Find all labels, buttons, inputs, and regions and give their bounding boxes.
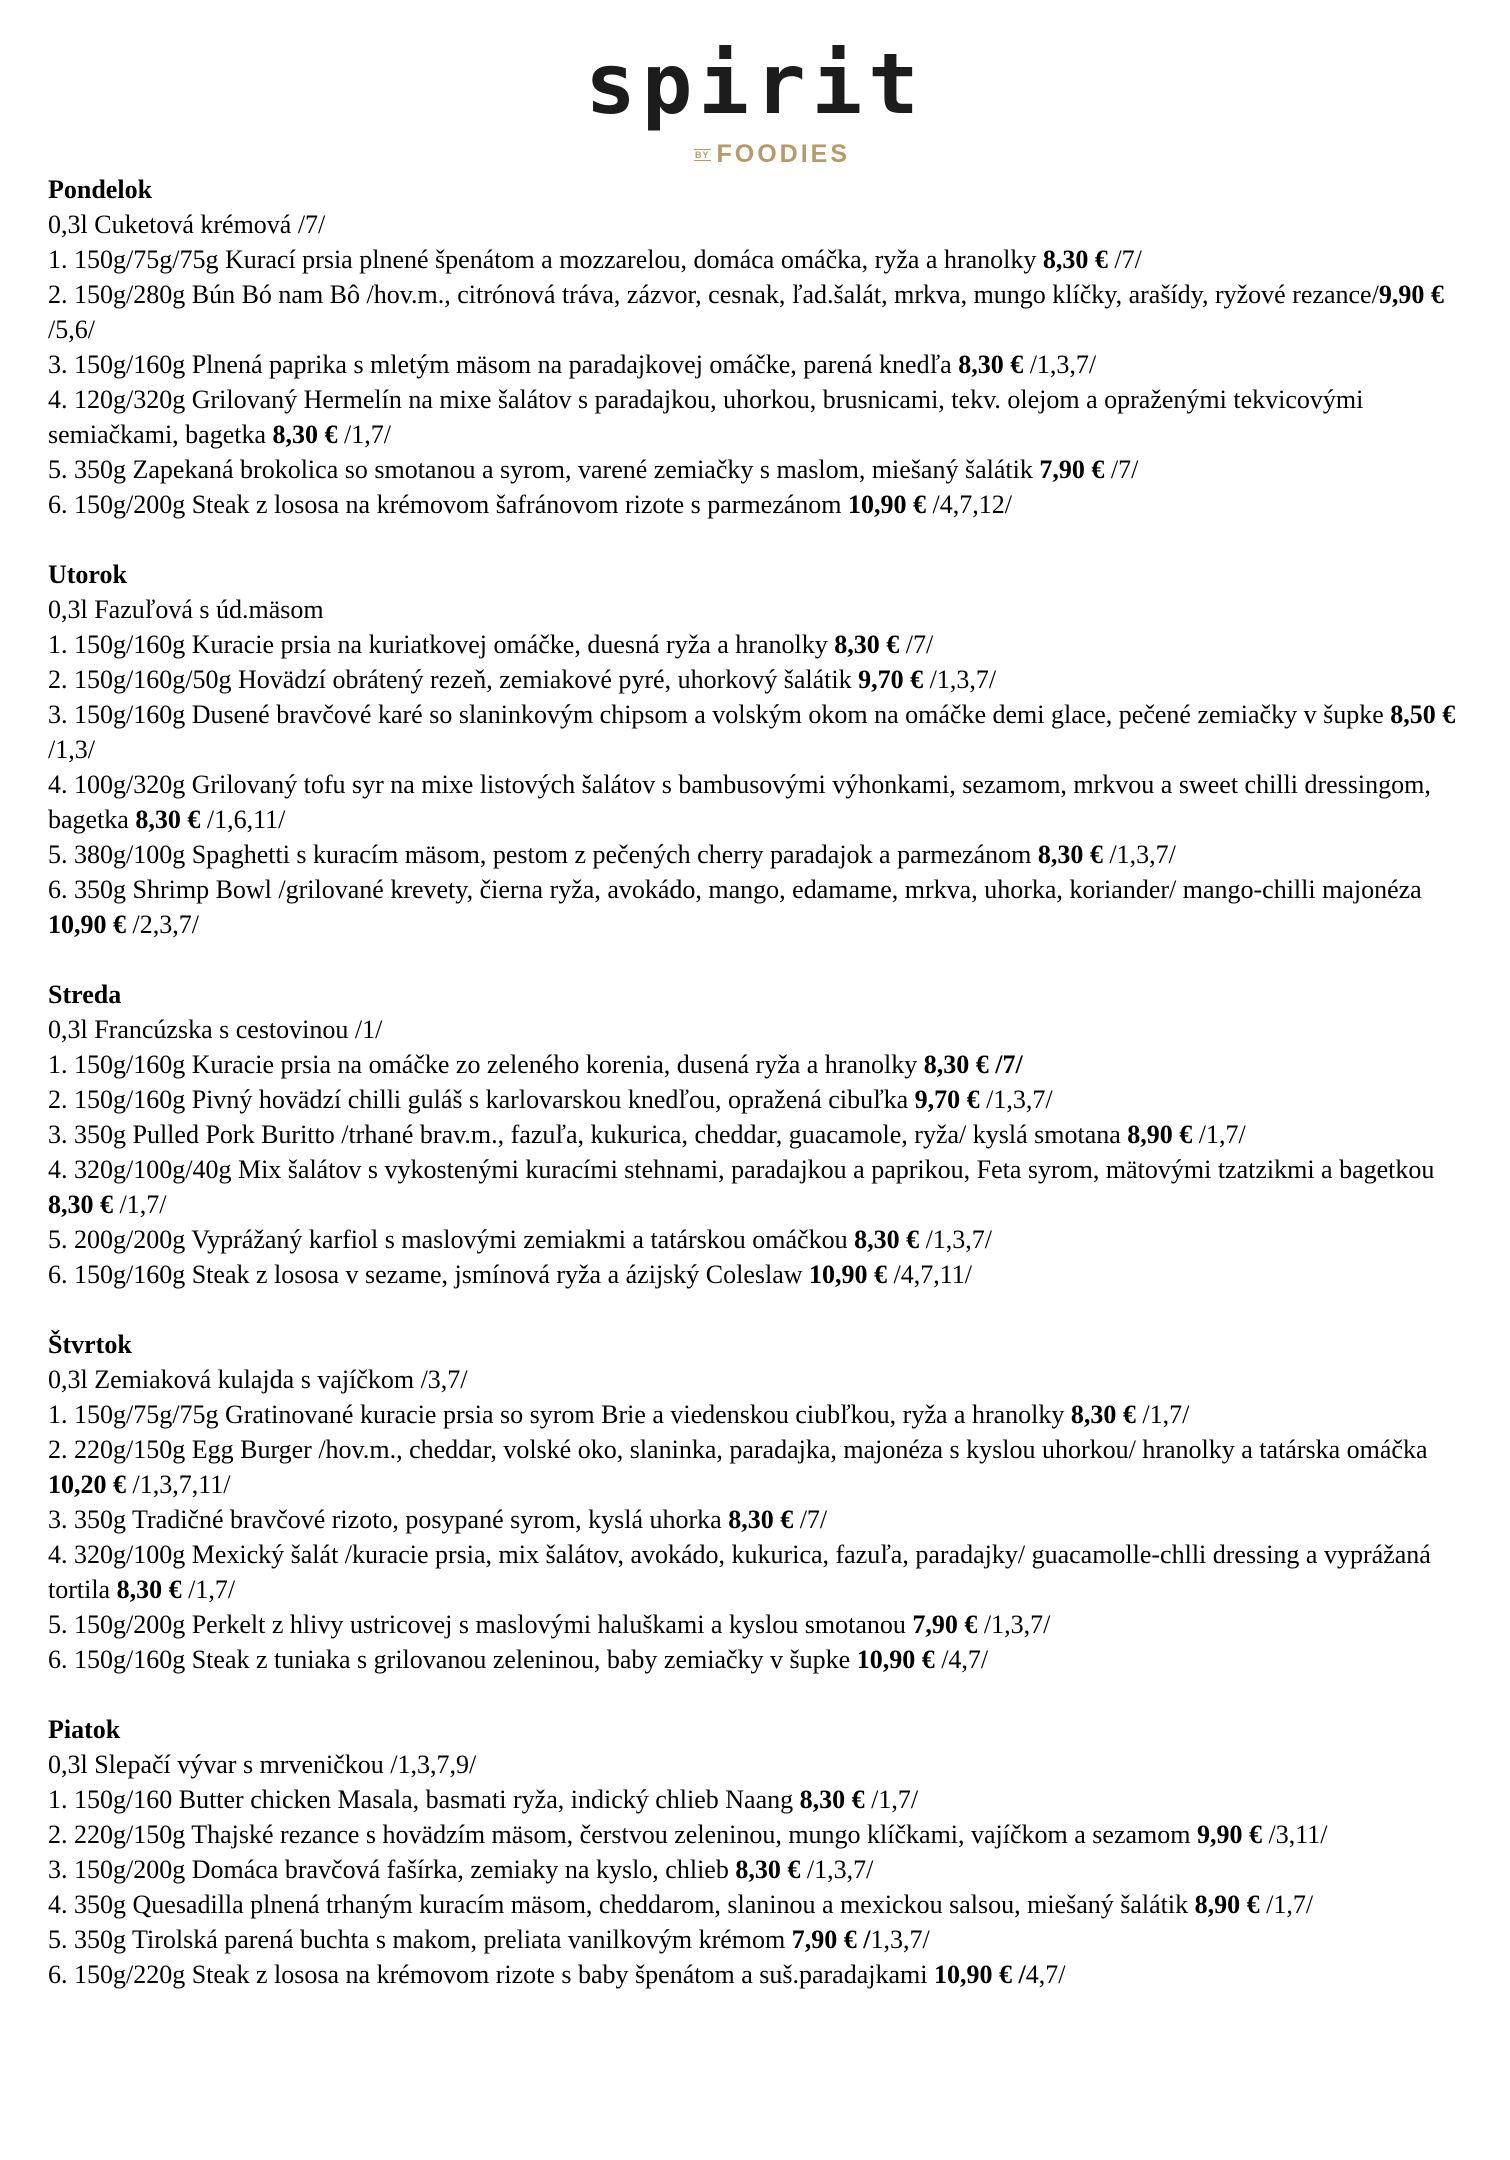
item-allergens: /7/ [1107, 245, 1142, 274]
item-price: 10,90 € / [933, 1960, 1026, 1989]
menu-item [48, 1537, 1478, 1607]
item-price: 8,30 € [1037, 840, 1103, 869]
item-price: 9,70 € [914, 1085, 980, 1114]
menu-item [48, 1607, 1478, 1642]
item-allergens: /1,7/ [337, 420, 391, 449]
logo-by: BY [694, 149, 710, 160]
menu-item [48, 1082, 1478, 1117]
item-price: 7,90 € / [791, 1925, 871, 1954]
item-allergens: /1,7/ [864, 1785, 919, 1814]
item-allergens: /1,3,7/ [800, 1855, 874, 1884]
item-allergens: /1,7/ [1135, 1400, 1190, 1429]
item-price: 8,30 € [272, 420, 338, 449]
item-description: 5. 200g/200g Vyprážaný karfiol s maslovými zemiakmi a tatárskou omáčkou [48, 1225, 855, 1254]
item-allergens: /1,6,11/ [200, 805, 286, 834]
menu-item [48, 662, 1478, 697]
item-price: 10,90 € [848, 490, 927, 519]
menu-item [48, 627, 1478, 662]
item-price: 8,90 € [1194, 1890, 1260, 1919]
weekly-menu [48, 172, 1478, 2027]
item-price: 8,50 € [1390, 700, 1456, 729]
item-allergens: /1,7/ [1192, 1120, 1246, 1149]
item-price: 10,20 € [48, 1470, 126, 1499]
day-section [48, 172, 1478, 522]
item-allergens: /1,3,7/ [919, 1225, 993, 1254]
item-description: 1. 150g/160g Kuracie prsia na omáčke zo zeleného korenia, dusená ryža a hranolky [48, 1050, 924, 1079]
item-description: 5. 150g/200g Perkelt z hlivy ustricovej s maslovými haluškami a kyslou smotanou [48, 1610, 913, 1639]
item-allergens: /1,3,7/ [979, 1085, 1053, 1114]
soup-item [48, 1012, 1478, 1047]
item-description: 1. 150g/160g Kuracie prsia na kuriatkovej omáčke, duesná ryža a hranolky [48, 630, 835, 659]
menu-item [48, 1887, 1478, 1922]
item-allergens: /1,3,7,11/ [126, 1470, 231, 1499]
item-price: 8,30 € [834, 630, 900, 659]
item-price: 9,70 € [858, 665, 924, 694]
menu-item [48, 1817, 1478, 1852]
item-description: 1. 150g/75g/75g Gratinované kuracie prsia so syrom Brie a viedenskou ciubľkou, ryža a hranolky [48, 1400, 1071, 1429]
menu-item [48, 1222, 1478, 1257]
item-price: 7,90 € [1039, 455, 1105, 484]
item-allergens: /7/ [793, 1505, 828, 1534]
item-allergens: /1,7/ [181, 1575, 236, 1604]
menu-item [48, 1957, 1478, 1992]
menu-item [48, 697, 1478, 767]
item-description: 6. 150g/160g Steak z tuniaka s grilovanou zeleninou, baby zemiačky v šupke [48, 1645, 857, 1674]
menu-item [48, 1922, 1478, 1957]
item-description: 6. 150g/200g Steak z lososa na krémovom šafránovom rizote s parmezánom [48, 490, 849, 519]
item-allergens: /1,3,7/ [1023, 350, 1097, 379]
logo-wordmark: spirit [585, 35, 925, 133]
menu-item [48, 767, 1478, 837]
day-section [48, 557, 1478, 942]
item-price: 10,90 € [809, 1260, 888, 1289]
item-allergens: 1,3,7/ [870, 1925, 930, 1954]
menu-item [48, 872, 1478, 942]
item-description: 5. 380g/100g Spaghetti s kuracím mäsom, pestom z pečených cherry paradajok a parmezánom [48, 840, 1038, 869]
soup-item [48, 1747, 1478, 1782]
item-allergens: /1,7/ [1259, 1890, 1314, 1919]
day-section [48, 1712, 1478, 1992]
item-description: 0,3l Francúzska s cestovinou /1/ [48, 1015, 383, 1044]
item-description: 2. 220g/150g Thajské rezance s hovädzím mäsom, čerstvou zeleninou, mungo klíčkami, vajíčkom a sezamom [48, 1820, 1197, 1849]
item-description: 1. 150g/75g/75g Kurací prsia plnené špenátom a mozzarelou, domáca omáčka, ryža a hranolky [48, 245, 1043, 274]
item-price: 8,30 € /7/ [923, 1050, 1023, 1079]
item-description: 6. 150g/220g Steak z lososa na krémovom rizote s baby špenátom a suš.paradajkami [48, 1960, 934, 1989]
item-price: 9,90 € [1378, 280, 1444, 309]
item-description: 0,3l Zemiaková kulajda s vajíčkom /3,7/ [48, 1365, 468, 1394]
menu-item [48, 1152, 1478, 1222]
item-allergens: /1,3,7/ [977, 1610, 1051, 1639]
item-price: 8,30 € [854, 1225, 920, 1254]
soup-item [48, 1362, 1478, 1397]
item-allergens: /1,3,7/ [923, 665, 997, 694]
item-allergens: /1,3/ [48, 735, 95, 764]
menu-item [48, 487, 1478, 522]
day-heading: Štvrtok [48, 1330, 132, 1359]
logo-subtitle [0, 140, 1510, 169]
item-allergens: /4,7,12/ [926, 490, 1012, 519]
item-description: 2. 150g/160g Pivný hovädzí chilli guláš s karlovarskou knedľou, opražená cibuľka [48, 1085, 915, 1114]
item-price: 8,30 € [48, 1190, 113, 1219]
item-description: 3. 150g/200g Domáca bravčová fašírka, zemiaky na kyslo, chlieb [48, 1855, 736, 1884]
item-description: 3. 350g Pulled Pork Buritto /trhané brav.m., fazuľa, kukurica, cheddar, guacamole, ryža/ kyslá smotana [48, 1120, 1128, 1149]
item-price: 8,30 € [958, 350, 1024, 379]
menu-item [48, 347, 1478, 382]
item-description: 4. 100g/320g Grilovaný tofu syr na mixe listových šalátov s bambusovými výhonkami, sezamom, mrkvou a sweet chilli dressingom, bagetka [48, 770, 1431, 834]
day-heading: Streda [48, 980, 122, 1009]
menu-item [48, 1397, 1478, 1432]
menu-item [48, 1257, 1478, 1292]
item-description: 4. 320g/100g/40g Mix šalátov s vykostenými kuracími stehnami, paradajkou a paprikou, Feta syrom, mätovými tzatzikmi a bagetkou [48, 1155, 1435, 1184]
item-price: 10,90 € [856, 1645, 935, 1674]
item-allergens: /3,11/ [1262, 1820, 1328, 1849]
menu-item [48, 837, 1478, 872]
item-description: 4. 120g/320g Grilovaný Hermelín na mixe šalátov s paradajkou, uhorkou, brusnicami, tekv. olejom a opraženými tekvicovými semiačkami, bagetka [48, 385, 1364, 449]
day-section [48, 977, 1478, 1292]
menu-item [48, 1432, 1478, 1502]
item-description: 2. 220g/150g Egg Burger /hov.m., cheddar, volské oko, slaninka, paradajka, majonéza s kyslou uhorkou/ hranolky a tatárska omáčka [48, 1435, 1428, 1464]
item-description: 0,3l Fazuľová s úd.mäsom [48, 595, 324, 624]
item-description: 6. 350g Shrimp Bowl /grilované krevety, čierna ryža, avokádo, mango, edamame, mrkva, uhorka, koriander/ mango-chilli majonéza [48, 875, 1422, 904]
item-description: 6. 150g/160g Steak z lososa v sezame, jsmínová ryža a ázijský Coleslaw [48, 1260, 810, 1289]
item-description: 3. 350g Tradičné bravčové rizoto, posypané syrom, kyslá uhorka [48, 1505, 729, 1534]
item-allergens: /4,7/ [934, 1645, 989, 1674]
item-description: 5. 350g Zapekaná brokolica so smotanou a syrom, varené zemiačky s maslom, miešaný šalátik [48, 455, 1040, 484]
item-price: 8,30 € [1042, 245, 1108, 274]
item-allergens: /5,6/ [48, 315, 95, 344]
logo-brand: FOODIES [716, 140, 851, 168]
menu-item [48, 242, 1478, 277]
item-price: 10,90 € [48, 910, 126, 939]
item-allergens: /2,3,7/ [126, 910, 199, 939]
menu-item [48, 1782, 1478, 1817]
menu-item [48, 452, 1478, 487]
item-price: 8,30 € [1070, 1400, 1136, 1429]
item-allergens: 4,7/ [1025, 1960, 1066, 1989]
item-price: 8,90 € [1127, 1120, 1193, 1149]
item-allergens: /7/ [899, 630, 934, 659]
item-description: 3. 150g/160g Plnená paprika s mletým mäsom na paradajkovej omáčke, parená knedľa [48, 350, 959, 379]
item-description: 0,3l Slepačí vývar s mrveničkou /1,3,7,9/ [48, 1750, 477, 1779]
logo [0, 35, 1510, 169]
item-price: 8,30 € [116, 1575, 182, 1604]
item-price: 8,30 € [135, 805, 201, 834]
item-description: 3. 150g/160g Dusené bravčové karé so slaninkovým chipsom a volským okom na omáčke demi glace, pečené zemiačky v šupke [48, 700, 1391, 729]
item-allergens: /4,7,11/ [887, 1260, 973, 1289]
item-description: 4. 350g Quesadilla plnená trhaným kuracím mäsom, cheddarom, slaninou a mexickou salsou, miešaný šalátik [48, 1890, 1195, 1919]
day-section [48, 1327, 1478, 1677]
menu-item [48, 1047, 1478, 1082]
item-description: 2. 150g/280g Bún Bó nam Bô /hov.m., citrónová tráva, zázvor, cesnak, ľad.šalát, mrkva, mungo klíčky, arašídy, ryžové rezance/ [48, 280, 1379, 309]
day-heading: Utorok [48, 560, 127, 589]
item-allergens: /1,3,7/ [1102, 840, 1176, 869]
menu-item [48, 1852, 1478, 1887]
item-description: 5. 350g Tirolská parená buchta s makom, preliata vanilkovým krémom [48, 1925, 792, 1954]
item-price: 8,30 € [728, 1505, 794, 1534]
soup-item [48, 207, 1478, 242]
day-heading: Piatok [48, 1715, 121, 1744]
item-description: 1. 150g/160 Butter chicken Masala, basmati ryža, indický chlieb Naang [48, 1785, 800, 1814]
item-description: 4. 320g/100g Mexický šalát /kuracie prsia, mix šalátov, avokádo, kukurica, fazuľa, paradajky/ guacamolle-chlli dressing a vyprážaná tortila [48, 1540, 1431, 1604]
item-allergens: /7/ [1104, 455, 1139, 484]
menu-item [48, 1117, 1478, 1152]
item-price: 8,30 € [799, 1785, 865, 1814]
item-description: 0,3l Cuketová krémová /7/ [48, 210, 326, 239]
menu-item [48, 382, 1478, 452]
item-price: 7,90 € [912, 1610, 978, 1639]
menu-item [48, 277, 1478, 347]
item-description: 2. 150g/160g/50g Hovädzí obrátený rezeň, zemiakové pyré, uhorkový šalátik [48, 665, 859, 694]
menu-item [48, 1642, 1478, 1677]
item-price: 8,30 € [735, 1855, 801, 1884]
item-allergens: /1,7/ [113, 1190, 167, 1219]
soup-item [48, 592, 1478, 627]
item-price: 9,90 € [1197, 1820, 1262, 1849]
day-heading: Pondelok [48, 175, 153, 204]
menu-item [48, 1502, 1478, 1537]
